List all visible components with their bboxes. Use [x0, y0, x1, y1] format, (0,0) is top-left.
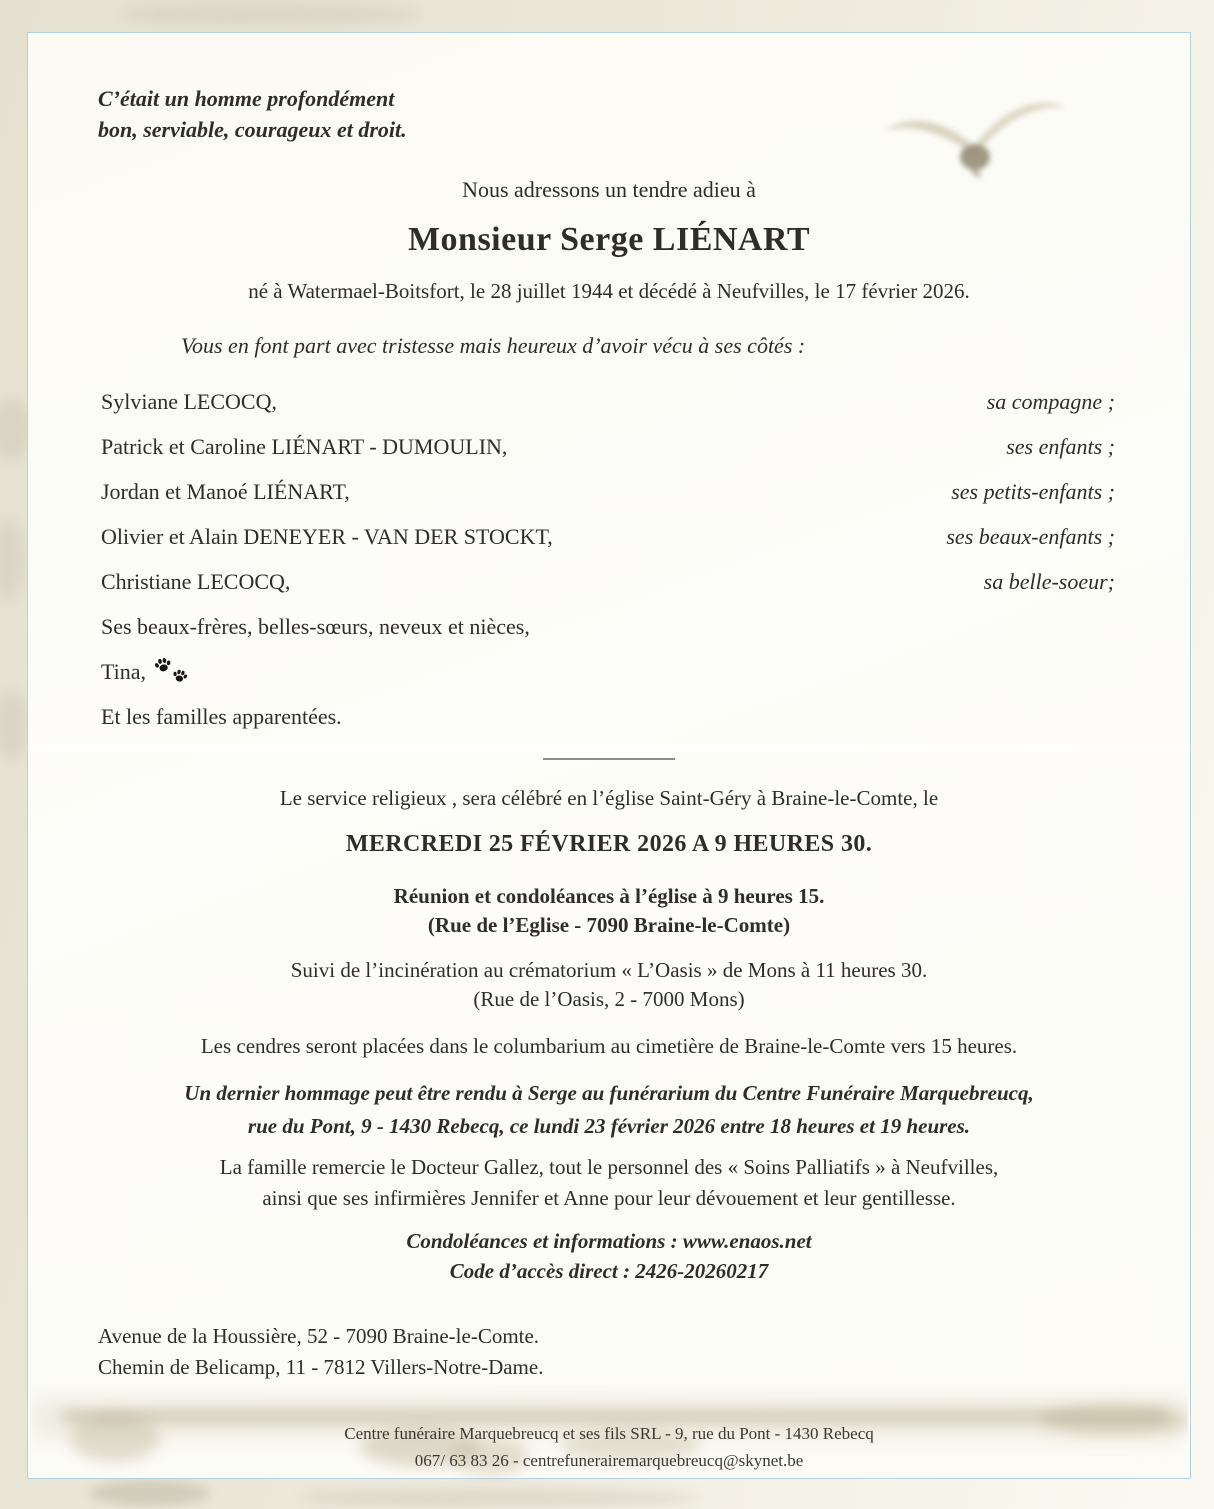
scan-stain: [0, 690, 28, 760]
scan-stain: [120, 2, 420, 26]
condolences-line: Condoléances et informations : www.enaos.net: [406, 1229, 812, 1253]
family-names: [101, 659, 188, 685]
family-names: Jordan et Manoé LIÉNART,: [101, 479, 350, 504]
fold-crease: [28, 745, 1190, 751]
family-row: [101, 434, 1115, 460]
family-row: [101, 659, 1115, 685]
ashes-line: Les cendres seront placées dans le columbarium au cimetière de Braine-le-Comte vers 15 heures.: [200, 1034, 1018, 1058]
footer-line-1: Centre funéraire Marquebreucq et ses fils SRL - 9, rue du Pont - 1430 Rebecq: [344, 1424, 874, 1443]
quote-line-2: bon, serviable, courageux et droit.: [98, 117, 407, 142]
opening-quote: [98, 83, 407, 145]
family-names: Patrick et Caroline LIÉNART - DUMOULIN,: [101, 434, 508, 459]
announcement-card: [27, 32, 1191, 1479]
family-row: [101, 569, 1115, 595]
family-names: Et les familles apparentées.: [101, 704, 342, 729]
meeting-address: (Rue de l’Eglise - 7090 Braine-le-Comte): [427, 913, 791, 937]
service-line: Le service religieux , sera célébré en l’église Saint-Géry à Braine-le-Comte, le: [279, 786, 939, 810]
family-row: [101, 389, 1115, 415]
family-row: [101, 479, 1115, 505]
thanks-line-1: La famille remercie le Docteur Gallez, tout le personnel des « Soins Palliatifs » à Neufvilles,: [219, 1155, 999, 1179]
meeting-line: Réunion et condoléances à l’église à 9 heures 15.: [393, 884, 825, 908]
family-names: Sylviane LECOCQ,: [101, 389, 277, 414]
section-divider: [543, 758, 675, 760]
thanks-paragraph: [28, 1152, 1190, 1214]
homage-line-2: rue du Pont, 9 - 1430 Rebecq, ce lundi 23 février 2026 entre 18 heures et 19 heures.: [247, 1114, 971, 1138]
intro-line: Nous adressons un tendre adieu à: [462, 177, 756, 202]
address-2: Chemin de Belicamp, 11 - 7812 Villers-Notre-Dame.: [98, 1355, 544, 1379]
birth-death-line: né à Watermael-Boitsfort, le 28 juillet 1944 et décédé à Neufvilles, le 17 février 2026.: [248, 279, 970, 303]
footer-line-2: 067/ 63 83 26 - centrefunerairemarquebreucq@skynet.be: [414, 1451, 804, 1470]
address-1: Avenue de la Houssière, 52 - 7090 Braine-le-Comte.: [98, 1324, 540, 1348]
homage-line-1: Un dernier hommage peut être rendu à Serge au funérarium du Centre Funéraire Marquebreucq,: [184, 1081, 1034, 1105]
family-names: Olivier et Alain DENEYER - VAN DER STOCKT,: [101, 524, 553, 549]
family-names-text: Tina,: [101, 659, 147, 684]
family-addresses: [98, 1321, 543, 1383]
thanks-line-2: ainsi que ses infirmières Jennifer et Anne pour leur dévouement et leur gentillesse.: [262, 1186, 956, 1210]
cremation-line: Suivi de l’incinération au crématorium « L’Oasis » de Mons à 11 heures 30.: [290, 958, 928, 982]
deceased-name: Monsieur Serge LIÉNART: [407, 221, 811, 258]
family-row: [101, 704, 1115, 730]
ceremony-date: MERCREDI 25 FÉVRIER 2026 A 9 HEURES 30.: [345, 831, 873, 857]
scan-stain: [90, 1480, 210, 1506]
family-relation: sa belle-soeur;: [983, 569, 1115, 594]
funeral-home-footer: [28, 1420, 1190, 1474]
scan-stain: [0, 520, 26, 600]
homage-paragraph: [28, 1077, 1190, 1143]
family-relation: sa compagne ;: [986, 389, 1115, 414]
announcement-line: Vous en font part avec tristesse mais heureux d’avoir vécu à ses côtés :: [181, 333, 806, 358]
paw-prints-icon: [154, 659, 188, 685]
family-names: Christiane LECOCQ,: [101, 569, 291, 594]
scan-stain: [300, 1488, 700, 1508]
cremation-address: (Rue de l’Oasis, 2 - 7000 Mons): [473, 987, 745, 1011]
family-relation: ses petits-enfants ;: [951, 479, 1115, 504]
family-row: [101, 524, 1115, 550]
family-row: [101, 614, 1115, 640]
family-names: Ses beaux-frères, belles-sœurs, neveux et nièces,: [101, 614, 530, 639]
quote-line-1: C’était un homme profondément: [98, 86, 395, 111]
family-relation: ses enfants ;: [1006, 434, 1115, 459]
access-code-line: Code d’accès direct : 2426-20260217: [449, 1259, 769, 1283]
family-relation: ses beaux-enfants ;: [946, 524, 1115, 549]
